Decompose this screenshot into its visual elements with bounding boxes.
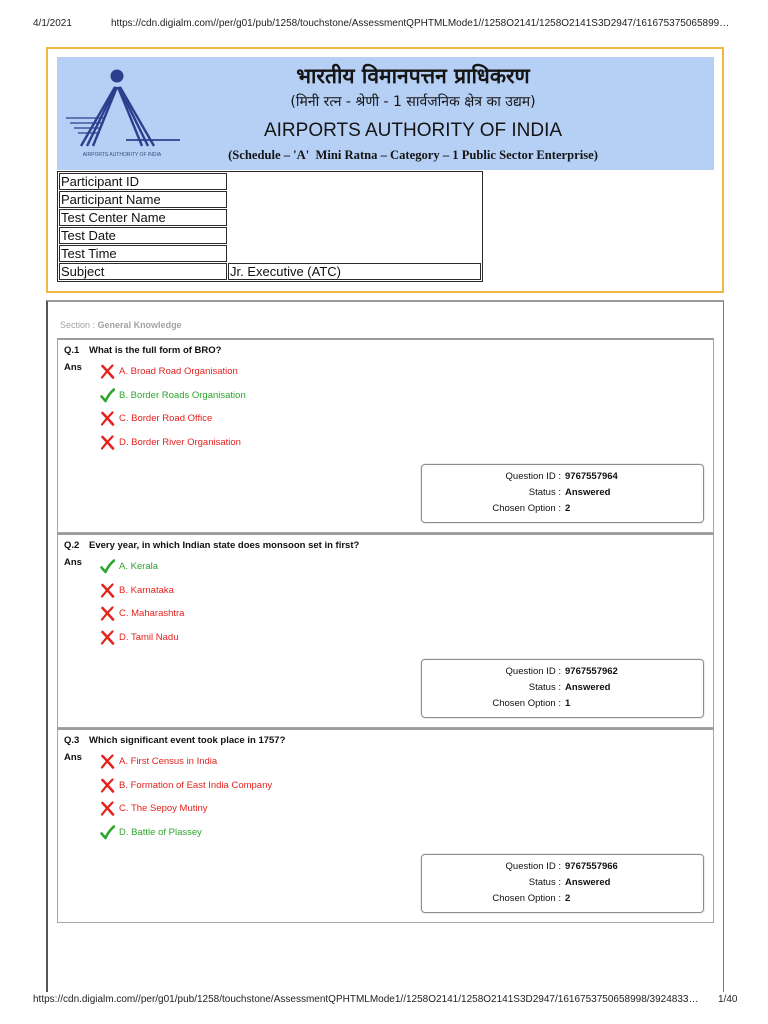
option-a: [100, 364, 238, 379]
option-d: [100, 825, 202, 840]
question-id-row: [422, 469, 703, 485]
option-text: A. First Census in India: [119, 756, 218, 767]
section-label: [60, 320, 182, 331]
section-name: General Knowledge: [97, 320, 182, 330]
cross-icon: [100, 778, 115, 793]
question-2-block: [57, 533, 714, 728]
question-id-row: [422, 664, 703, 680]
question-info-box: [421, 464, 704, 523]
question-id-value: 9767557966: [565, 861, 618, 872]
table-row: [59, 227, 481, 244]
question-line: [64, 539, 359, 553]
check-icon: [100, 388, 115, 403]
chosen-option-value: 2: [565, 503, 571, 514]
question-number: Q.1: [64, 345, 80, 356]
option-b: [100, 583, 174, 598]
option-text: D. Border River Organisation: [119, 437, 241, 448]
chosen-option-label: Chosen Option :: [492, 503, 561, 514]
question-id-label: Question ID :: [505, 666, 561, 677]
question-id-row: [422, 859, 703, 875]
option-b: [100, 778, 272, 793]
chosen-option-value: 2: [565, 893, 571, 904]
option-text: D. Battle of Plassey: [119, 827, 202, 838]
test-time-label: Test Time: [59, 245, 227, 262]
subject-label: Subject: [59, 263, 227, 280]
participant-details-table: [57, 171, 483, 282]
participant-id-label: Participant ID: [59, 173, 227, 190]
question-id-label: Question ID :: [505, 861, 561, 872]
participant-name-label: Participant Name: [59, 191, 227, 208]
aai-logo: [64, 66, 182, 152]
cross-icon: [100, 754, 115, 769]
question-info-box: [421, 854, 704, 913]
question-id-value: 9767557962: [565, 666, 618, 677]
participant-id-value: [228, 173, 481, 190]
test-center-label: Test Center Name: [59, 209, 227, 226]
question-1-block: [57, 338, 714, 533]
question-number: Q.3: [64, 735, 80, 746]
question-text: What is the full form of BRO?: [89, 345, 222, 356]
check-icon: [100, 825, 115, 840]
chosen-option-row: [422, 501, 703, 517]
question-text: Which significant event took place in 1757?: [89, 735, 286, 746]
status-value: Answered: [565, 682, 611, 693]
option-text: A. Broad Road Organisation: [119, 366, 238, 377]
option-b: [100, 388, 246, 403]
test-time-value: [228, 245, 481, 262]
question-line: [64, 344, 221, 358]
org-subtitle-hindi: (मिनी रत्न - श्रेणी - 1 सार्वजनिक क्षेत्र का उद्यम): [290, 94, 536, 110]
option-d: [100, 630, 179, 645]
answer-label: Ans: [64, 557, 82, 568]
chosen-option-label: Chosen Option :: [492, 698, 561, 709]
table-row: [59, 263, 481, 280]
option-c: [100, 801, 208, 816]
test-date-value: [228, 227, 481, 244]
question-id-value: 9767557964: [565, 471, 618, 482]
status-row: [422, 485, 703, 501]
cross-icon: [100, 630, 115, 645]
option-text: C. The Sepoy Mutiny: [119, 803, 208, 814]
question-line: [64, 734, 285, 748]
cross-icon: [100, 606, 115, 621]
org-subtitle-english: (Schedule – 'A' Mini Ratna – Category – 1 Public Sector Enterprise): [228, 148, 598, 162]
cross-icon: [100, 435, 115, 450]
option-d: [100, 435, 241, 450]
status-label: Status :: [528, 682, 561, 693]
option-text: B. Karnataka: [119, 585, 174, 596]
cross-icon: [100, 801, 115, 816]
print-date: 4/1/2021: [33, 18, 72, 29]
status-value: Answered: [565, 877, 611, 888]
section-prefix: Section :: [60, 320, 96, 330]
status-label: Status :: [528, 487, 561, 498]
page-number: 1/40: [718, 994, 738, 1005]
answer-label: Ans: [64, 362, 82, 373]
print-footer-url: https://cdn.digialm.com//per/g01/pub/1258/touchstone/AssessmentQPHTMLMode1//1258O2141/1258O2141S3D2947/1616753750658998/3924833…: [33, 994, 699, 1005]
logo-caption: AIRPORTS AUTHORITY OF INDIA: [82, 152, 162, 158]
option-a: [100, 559, 158, 574]
org-title-english: AIRPORTS AUTHORITY OF INDIA: [263, 120, 563, 141]
participant-name-value: [228, 191, 481, 208]
table-row: [59, 209, 481, 226]
status-value: Answered: [565, 487, 611, 498]
table-row: [59, 191, 481, 208]
question-info-box: [421, 659, 704, 718]
question-id-label: Question ID :: [505, 471, 561, 482]
option-text: B. Border Roads Organisation: [119, 390, 246, 401]
question-text: Every year, in which Indian state does monsoon set in first?: [89, 540, 360, 551]
question-3-block: [57, 728, 714, 923]
question-number: Q.2: [64, 540, 80, 551]
status-row: [422, 875, 703, 891]
chosen-option-row: [422, 696, 703, 712]
cross-icon: [100, 583, 115, 598]
chosen-option-label: Chosen Option :: [492, 893, 561, 904]
option-text: D. Tamil Nadu: [119, 632, 179, 643]
table-row: [59, 245, 481, 262]
option-text: A. Kerala: [119, 561, 159, 572]
status-row: [422, 680, 703, 696]
subject-value: Jr. Executive (ATC): [228, 263, 481, 280]
option-c: [100, 411, 212, 426]
test-date-label: Test Date: [59, 227, 227, 244]
chosen-option-value: 1: [565, 698, 571, 709]
chosen-option-row: [422, 891, 703, 907]
table-row: [59, 173, 481, 190]
org-title-hindi: भारतीय विमानपत्तन प्राधिकरण: [296, 64, 530, 88]
cross-icon: [100, 364, 115, 379]
answer-label: Ans: [64, 752, 82, 763]
option-text: B. Formation of East India Company: [119, 780, 273, 791]
check-icon: [100, 559, 115, 574]
status-label: Status :: [528, 877, 561, 888]
option-text: C. Border Road Office: [119, 413, 213, 424]
option-text: C. Maharashtra: [119, 608, 185, 619]
test-center-value: [228, 209, 481, 226]
option-a: [100, 754, 217, 769]
cross-icon: [100, 411, 115, 426]
option-c: [100, 606, 184, 621]
print-header-url: https://cdn.digialm.com//per/g01/pub/1258/touchstone/AssessmentQPHTMLMode1//1258O2141/1258O2141S3D2947/161675375065899…: [111, 18, 730, 29]
